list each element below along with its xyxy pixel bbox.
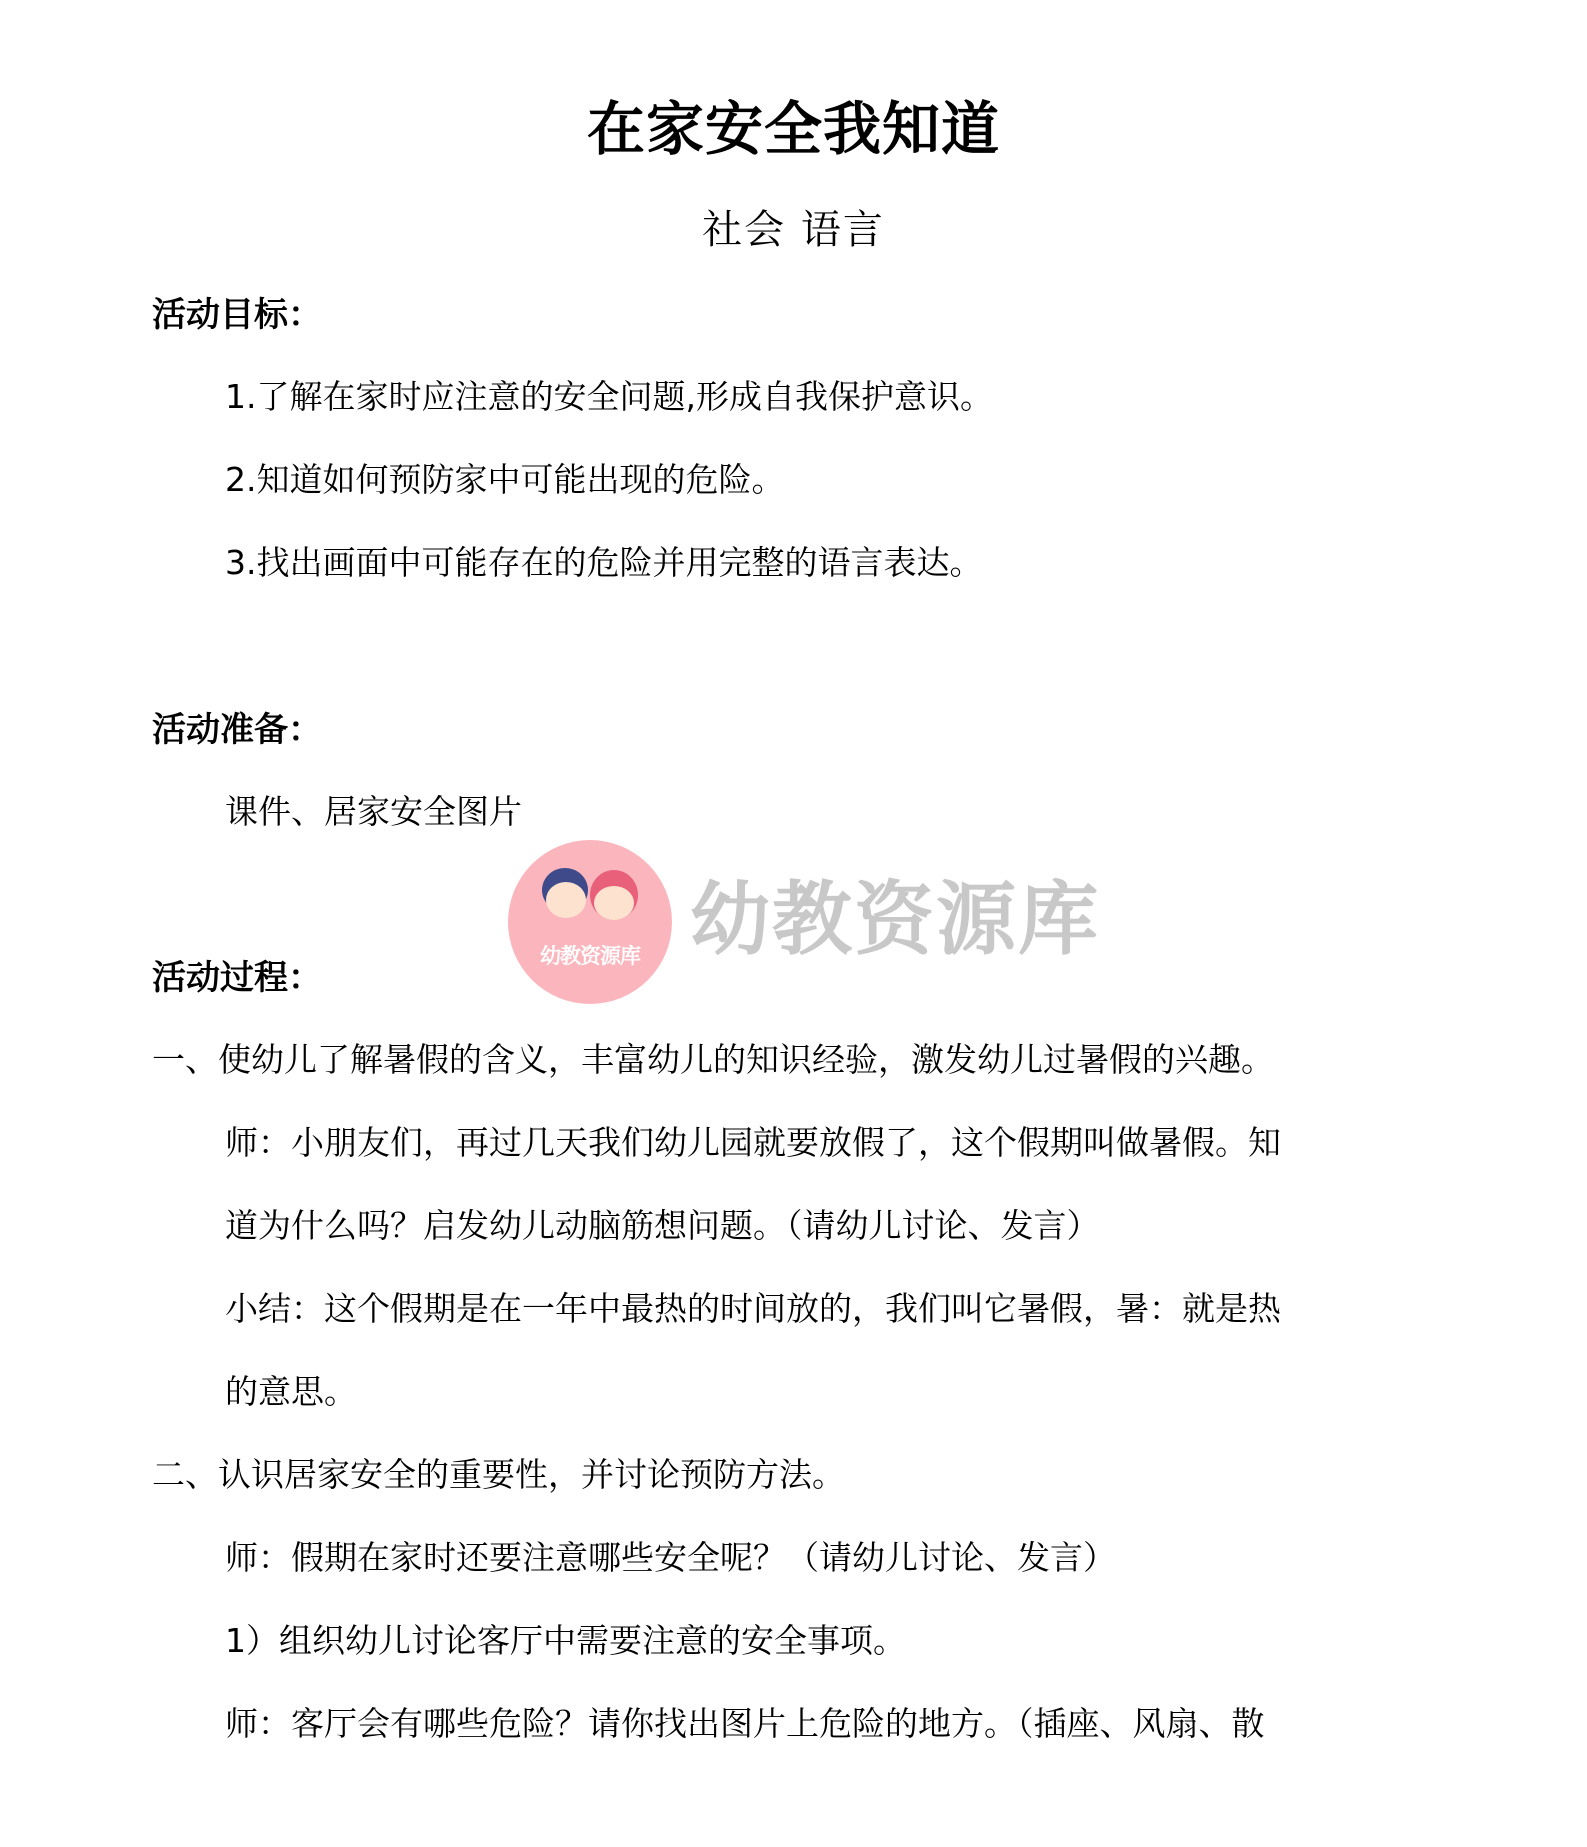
preparation-heading: 活动准备： (152, 710, 322, 750)
goal-item-2: 2.知道如何预防家中可能出现的危险。 (225, 460, 785, 499)
process-line-2: 师：小朋友们，再过几天我们幼儿园就要放假了，这个假期叫做暑假。知 (225, 1123, 1281, 1162)
process-line-9: 师：客厅会有哪些危险？请你找出图片上危险的地方。（插座、风扇、散 (225, 1704, 1265, 1743)
process-line-7: 师：假期在家时还要注意哪些安全呢？（请幼儿讨论、发言） (225, 1538, 1116, 1577)
document-subtitle: 社会 语言 (702, 207, 885, 253)
watermark-brand-text: 幼教资源库 (690, 873, 1100, 966)
preparation-item: 课件、居家安全图片 (225, 792, 522, 831)
process-line-6: 二、认识居家安全的重要性，并讨论预防方法。 (152, 1455, 845, 1494)
process-line-5: 的意思。 (225, 1372, 357, 1411)
watermark-logo-text: 幼教资源库 (540, 944, 640, 968)
process-line-1: 一、使幼儿了解暑假的含义，丰富幼儿的知识经验，激发幼儿过暑假的兴趣。 (152, 1040, 1274, 1079)
process-line-4: 小结：这个假期是在一年中最热的时间放的，我们叫它暑假，暑：就是热 (225, 1289, 1281, 1328)
goals-heading: 活动目标： (152, 295, 322, 335)
process-heading: 活动过程： (152, 958, 322, 998)
process-line-3: 道为什么吗？启发幼儿动脑筋想问题。（请幼儿讨论、发言） (225, 1206, 1100, 1245)
goal-item-3: 3.找出画面中可能存在的危险并用完整的语言表达。 (225, 543, 983, 582)
process-line-8: 1）组织幼儿讨论客厅中需要注意的安全事项。 (225, 1621, 906, 1660)
watermark-logo (508, 840, 672, 1004)
document-title: 在家安全我知道 (586, 95, 1000, 163)
boy-face-icon (546, 882, 586, 918)
girl-face-icon (594, 886, 634, 920)
goal-item-1: 1.了解在家时应注意的安全问题,形成自我保护意识。 (225, 377, 993, 416)
